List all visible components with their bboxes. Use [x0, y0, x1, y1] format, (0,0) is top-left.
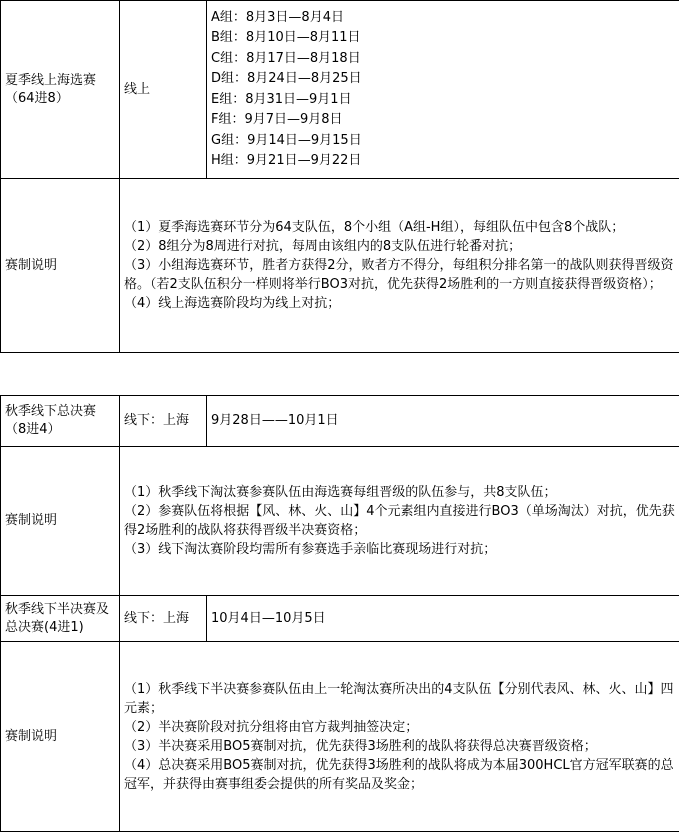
group-date: C组：8月17日—8月18日	[211, 50, 361, 66]
rule-item: （3）小组海选赛环节，胜者方获得2分，败者方不得分，每组积分排名第一的战队则获得晋级资格。（若2支队伍积分一样则将举行BO3对抗，优先获得2场胜利的一方则直接获得晋级资格）；	[124, 258, 674, 292]
group-date: B组：8月10日—8月11日	[211, 30, 361, 45]
autumn-schedule-table	[0, 395, 679, 832]
summer-schedule-table	[0, 0, 679, 353]
summer-stage-name: 夏季线上海选赛（64进8）	[1, 1, 120, 179]
group-date: E组：8月31日—9月1日	[211, 91, 352, 107]
autumn-semi-mode: 线下：上海	[120, 596, 207, 642]
rule-item: （2）参赛队伍将根据【风、林、火、山】4个元素组内直接进行BO3（单场淘汰）对抗，优先获得2场胜利的战队将获得晋级半决赛资格；	[124, 504, 675, 538]
rule-item: （3）线下淘汰赛阶段均需所有参赛选手亲临比赛现场进行对抗；	[124, 542, 497, 557]
autumn-final-mode: 线下：上海	[120, 396, 207, 447]
rule-item: （1）秋季线下半决赛参赛队伍由上一轮淘汰赛所决出的4支队伍【分别代表风、林、火、山】四元素；	[124, 681, 674, 716]
autumn-final-date: 9月28日——10月1日	[207, 396, 679, 447]
autumn-final-rules	[120, 447, 679, 596]
group-date: A组：8月3日—8月4日	[211, 9, 344, 25]
rule-item: （1）夏季海选赛环节分为64支队伍，8个小组（A组-H组），每组队伍中包含8个战队；	[124, 220, 625, 235]
group-date: F组：9月7日—9月8日	[211, 112, 343, 127]
rule-item: （4）总决赛采用BO5赛制对抗，优先获得3场胜利的战队将成为本届300HCL官方冠军联赛的总冠军，并获得由赛事组委会提供的所有奖品及奖金；	[124, 757, 674, 792]
rule-item: （3）半决赛采用BO5赛制对抗，优先获得3场胜利的战队将获得总决赛晋级资格；	[124, 738, 597, 754]
autumn-semi-stage-name: 秋季线下半决赛及总决赛(4进1)	[1, 596, 120, 642]
summer-rules	[120, 179, 679, 353]
autumn-final-rules-label: 赛制说明	[1, 447, 120, 596]
group-date: G组：9月14日—9月15日	[211, 132, 362, 148]
summer-mode: 线上	[120, 1, 207, 179]
rule-item: （2）半决赛阶段对抗分组将由官方裁判抽签决定；	[124, 719, 419, 735]
autumn-semi-date: 10月4日—10月5日	[207, 596, 679, 642]
autumn-semi-rules-label: 赛制说明	[1, 642, 120, 832]
group-date: D组：8月24日—8月25日	[211, 71, 362, 86]
autumn-final-stage-name: 秋季线下总决赛（8进4）	[1, 396, 120, 447]
autumn-semi-rules	[120, 642, 679, 832]
group-date: H组：9月21日—9月22日	[211, 153, 362, 168]
rule-item: （2）8组分为8周进行对抗，每周由该组内的8支队伍进行轮番对抗；	[124, 239, 522, 254]
summer-groups	[207, 1, 679, 179]
rule-item: （1）秋季线下淘汰赛参赛队伍由海选赛每组晋级的队伍参与，共8支队伍；	[124, 485, 557, 500]
summer-rules-label: 赛制说明	[1, 179, 120, 353]
rule-item: （4）线上海选赛阶段均为线上对抗；	[124, 296, 341, 311]
